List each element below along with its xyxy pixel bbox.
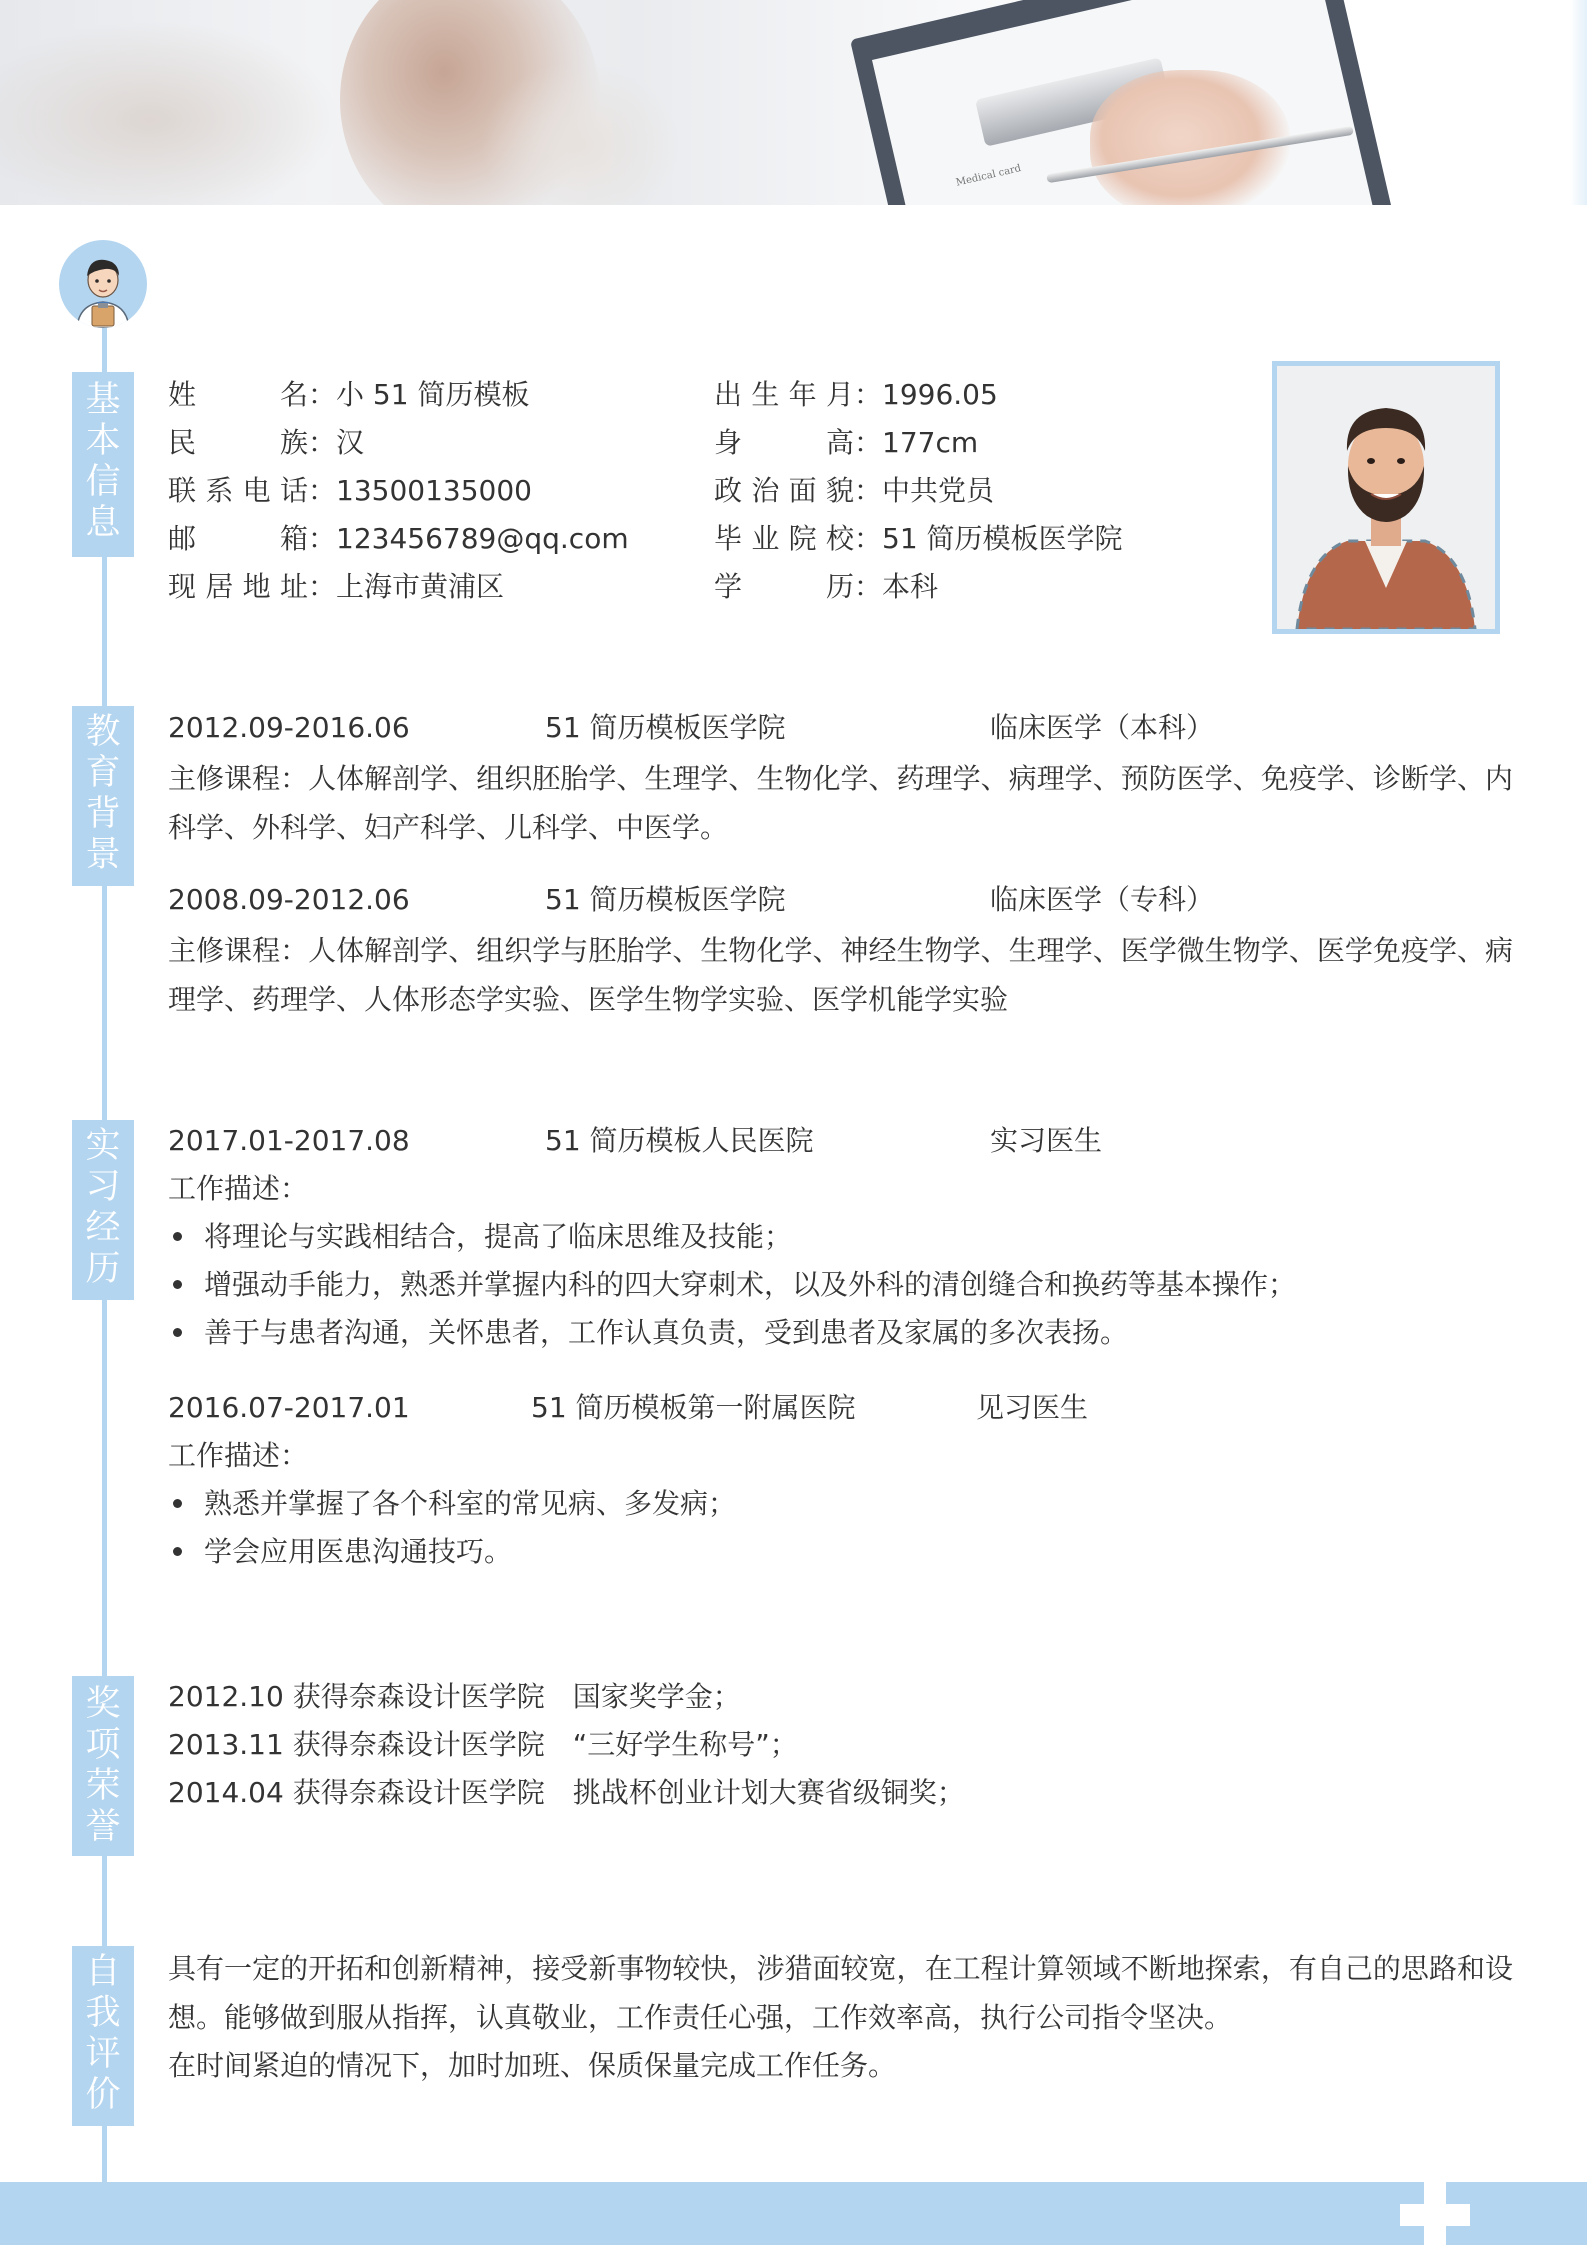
intern-desc-label: 工作描述：	[168, 1172, 309, 1205]
edu-period: 2012.09-2016.06	[168, 711, 410, 744]
info-colon: ：	[854, 426, 883, 459]
bullet-dot-icon	[173, 1499, 182, 1508]
info-value: 小 51 简历模板	[336, 378, 530, 411]
info-label: 学历	[714, 570, 854, 603]
info-value: 上海市黄浦区	[336, 570, 505, 603]
bullet-dot-icon	[173, 1280, 182, 1289]
info-colon: ：	[854, 474, 883, 507]
section-label-self-eval	[72, 1946, 134, 2126]
info-colon: ：	[308, 426, 337, 459]
intern-period: 2017.01-2017.08	[168, 1124, 410, 1157]
info-value: 177cm	[882, 426, 979, 459]
info-label: 邮箱	[168, 522, 308, 555]
info-label: 政治面貌	[714, 474, 854, 507]
intern-period: 2016.07-2017.01	[168, 1391, 410, 1424]
section-label-text: 教育背景	[85, 712, 121, 875]
section-label-text: 实习经历	[85, 1126, 121, 1289]
info-row-degree	[714, 569, 938, 605]
section-label-text: 自我评价	[85, 1952, 121, 2115]
banner-blur	[0, 20, 340, 205]
info-colon: ：	[308, 474, 337, 507]
edu-major: 临床医学（专科）	[990, 883, 1215, 916]
edu-school: 51 简历模板医学院	[545, 711, 786, 744]
section-label-internship	[72, 1120, 134, 1300]
intern-org: 51 简历模板第一附属医院	[531, 1391, 856, 1424]
section-label-text: 奖项荣誉	[85, 1684, 121, 1847]
section-label-text: 基本信息	[85, 380, 121, 543]
list-item	[168, 1534, 512, 1570]
intern-role: 见习医生	[976, 1391, 1089, 1424]
banner-hand	[1090, 70, 1290, 205]
info-label: 身高	[714, 426, 854, 459]
info-row-height	[714, 425, 978, 461]
award-item: 2013.11 获得奈森设计医学院 “三好学生称号”；	[168, 1728, 798, 1761]
info-row-birth	[714, 377, 998, 413]
info-label: 毕业院校	[714, 522, 854, 555]
info-colon: ：	[308, 522, 337, 555]
info-row-politics	[714, 473, 994, 509]
info-colon: ：	[854, 522, 883, 555]
edu-major: 临床医学（本科）	[990, 711, 1215, 744]
bullet-dot-icon	[173, 1232, 182, 1241]
list-item-text: 学会应用医患沟通技巧。	[204, 1535, 513, 1568]
info-row-name	[168, 377, 529, 413]
list-item	[168, 1219, 792, 1255]
edu-courses: 主修课程：人体解剖学、组织学与胚胎学、生物化学、神经生物学、生理学、医学微生物学、医学免疫学、病理学、药理学、人体形态学实验、医学生物学实验、医学机能学实验	[168, 934, 1513, 1016]
info-colon: ：	[854, 378, 883, 411]
self-eval-paragraph-2: 在时间紧迫的情况下，加时加班、保质保量完成工作任务。	[168, 2049, 897, 2082]
list-item-text: 增强动手能力，熟悉并掌握内科的四大穿刺术，以及外科的清创缝合和换药等基本操作；	[204, 1268, 1297, 1301]
list-item-text: 将理论与实践相结合，提高了临床思维及技能；	[204, 1220, 793, 1253]
list-item	[168, 1315, 1128, 1351]
info-row-address	[168, 569, 504, 605]
edu-courses: 主修课程：人体解剖学、组织胚胎学、生理学、生物化学、药理学、病理学、预防医学、免疫学、诊断学、内科学、外科学、妇产科学、儿科学、中医学。	[168, 762, 1513, 844]
section-label-awards	[72, 1676, 134, 1856]
footer-bar	[0, 2182, 1587, 2245]
award-item: 2012.10 获得奈森设计医学院 国家奖学金；	[168, 1680, 741, 1713]
doctor-avatar-icon	[59, 240, 147, 328]
info-colon: ：	[308, 570, 337, 603]
info-label: 现居地址	[168, 570, 308, 603]
list-item	[168, 1486, 736, 1522]
medical-cross-icon-bar	[1400, 2204, 1470, 2226]
info-value: 13500135000	[336, 474, 532, 507]
banner-card-text: Medical card	[955, 163, 1023, 189]
info-value: 123456789@qq.com	[336, 522, 629, 555]
info-value: 本科	[882, 570, 939, 603]
list-item-text: 善于与患者沟通，关怀患者，工作认真负责，受到患者及家属的多次表扬。	[204, 1316, 1129, 1349]
intern-role: 实习医生	[990, 1124, 1103, 1157]
profile-photo-image	[1277, 366, 1495, 629]
info-label: 出生年月	[714, 378, 854, 411]
info-colon: ：	[308, 378, 337, 411]
info-value: 1996.05	[882, 378, 998, 411]
banner-edge	[1570, 0, 1587, 205]
info-value: 51 简历模板医学院	[882, 522, 1123, 555]
section-label-basic-info	[72, 372, 134, 557]
info-label: 民族	[168, 426, 308, 459]
edu-school: 51 简历模板医学院	[545, 883, 786, 916]
info-value: 汉	[336, 426, 365, 459]
self-eval-paragraph-1: 具有一定的开拓和创新精神，接受新事物较快，涉猎面较宽，在工程计算领域不断地探索，有自己的思路和设想。能够做到服从指挥，认真敬业，工作责任心强，工作效率高，执行公司指令坚决。	[168, 1952, 1513, 2034]
list-item	[168, 1267, 1296, 1303]
info-row-phone	[168, 473, 532, 509]
bullet-dot-icon	[173, 1547, 182, 1556]
info-row-school	[714, 521, 1123, 557]
list-item-text: 熟悉并掌握了各个科室的常见病、多发病；	[204, 1487, 737, 1520]
award-item: 2014.04 获得奈森设计医学院 挑战杯创业计划大赛省级铜奖；	[168, 1776, 965, 1809]
info-row-ethnicity	[168, 425, 364, 461]
bullet-dot-icon	[173, 1328, 182, 1337]
section-label-education	[72, 706, 134, 886]
info-colon: ：	[854, 570, 883, 603]
info-label: 姓名	[168, 378, 308, 411]
header-banner	[0, 0, 1587, 205]
edu-period: 2008.09-2012.06	[168, 883, 410, 916]
info-row-email	[168, 521, 629, 557]
intern-desc-label: 工作描述：	[168, 1439, 309, 1472]
info-value: 中共党员	[882, 474, 995, 507]
profile-photo	[1272, 361, 1500, 634]
info-label: 联系电话	[168, 474, 308, 507]
intern-org: 51 简历模板人民医院	[545, 1124, 814, 1157]
